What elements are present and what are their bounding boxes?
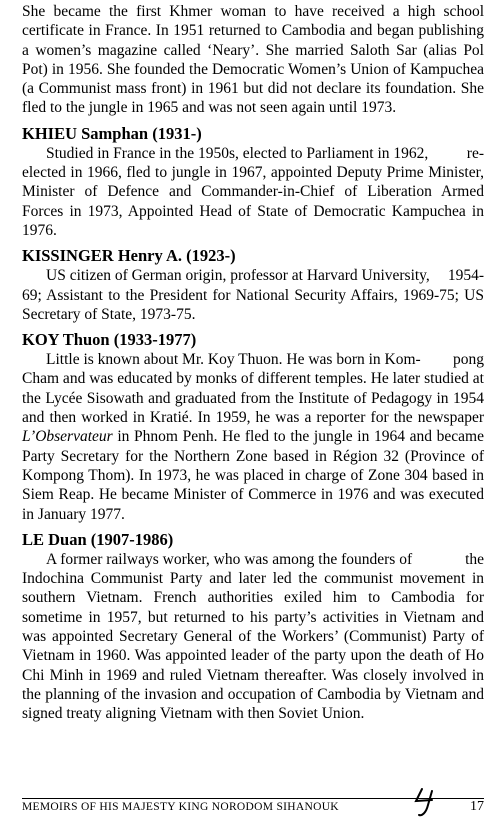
entry-body — [22, 144, 484, 240]
entry-khieu-samphan — [22, 123, 484, 240]
entry-body-rest-a: pong Cham and was educated by monks of different temples. He later studied at the Lycée Sisowath and graduated from the Institute of Pedagogy in 1954 and then worked in Kratié. In 1959, he was a reporter for the newspaper — [22, 351, 484, 427]
entry-body-rest: 1954-69; Assistant to the President for National Security Affairs, 1969-75; US Secretary of State, 1973-75. — [22, 267, 484, 323]
entry-body-rest: the Indochina Communist Party and later led the communist movement in southern Vietnam. French authorities exiled him to Cambodia for sometime in 1957, but returned to his party’s activities in Vietnam and was appointed Secretary General of the Workers’ (Communist) Party of Vietnam in 1960. Was appointed leader of the party upon the death of Ho Chi Minh in 1969 and ruled Vietnam thereafter. Was closely involved in the planning of the invasion and occupation of Cambodia by Vietnam and signed treaty aligning Vietnam with then Soviet Union. — [22, 550, 484, 723]
entry-body-lead: US citizen of German origin, professor at Harvard University, — [46, 267, 430, 285]
intro-paragraph: She became the first Khmer woman to have received a high school certificate in France. In 1951 returned to Cambodia and began publishing a women’s magazine called ‘Neary’. She married Saloth Sar (alias Pol Pot) in 1956. She founded the Democratic Women’s Union of Kampuchea (a Communist mass front) in 1961 but did not declare its foundation. She fled to the jungle in 1965 and was not seen again until 1973. — [22, 3, 484, 117]
page-footer — [22, 789, 484, 819]
entry-heading: KOY Thuon (1933-1977) — [22, 330, 197, 350]
royal-signature-icon — [410, 785, 444, 819]
footer-book-title: MEMOIRS OF HIS MAJESTY KING NORODOM SIHANOUK — [22, 801, 339, 813]
entry-le-duan — [22, 529, 484, 724]
entry-body-lead: A former railways worker, who was among the founders of — [46, 550, 413, 568]
entry-body-lead: Studied in France in the 1950s, elected to Parliament in 1962, — [46, 144, 429, 162]
entry-heading: LE Duan (1907-1986) — [22, 529, 174, 549]
entry-body-lead: Little is known about Mr. Koy Thuon. He was born in Kom- — [46, 351, 421, 369]
entry-kissinger — [22, 245, 484, 324]
entry-body — [22, 266, 484, 324]
page-number: 17 — [470, 799, 484, 814]
page-text — [22, 2, 484, 724]
entry-heading: KHIEU Samphan (1931-) — [22, 123, 202, 143]
entry-koy-thuon — [22, 329, 484, 524]
entry-body — [22, 350, 484, 524]
entry-body-rest: re-elected in 1966, fled to jungle in 1967, appointed Deputy Prime Minister, Minister of Defence and Commander-in-Chief of Liberation Armed Forces in 1973, Appointed Head of State of Democratic Kampuchea in 1976. — [22, 144, 484, 239]
entry-heading: KISSINGER Henry A. (1923-) — [22, 246, 236, 266]
newspaper-title: L’Observateur — [22, 428, 113, 446]
entry-body-rest-b: in Phnom Penh. He fled to the jungle in 1964 and became Party Secretary for the Northern Zone based in Région 32 (Province of Kompong Thom). In 1973, he was placed in charge of Zone 304 based in Siem Reap. He became Minister of Commerce in 1976 and was executed in January 1977. — [22, 428, 484, 523]
entry-body — [22, 550, 484, 724]
